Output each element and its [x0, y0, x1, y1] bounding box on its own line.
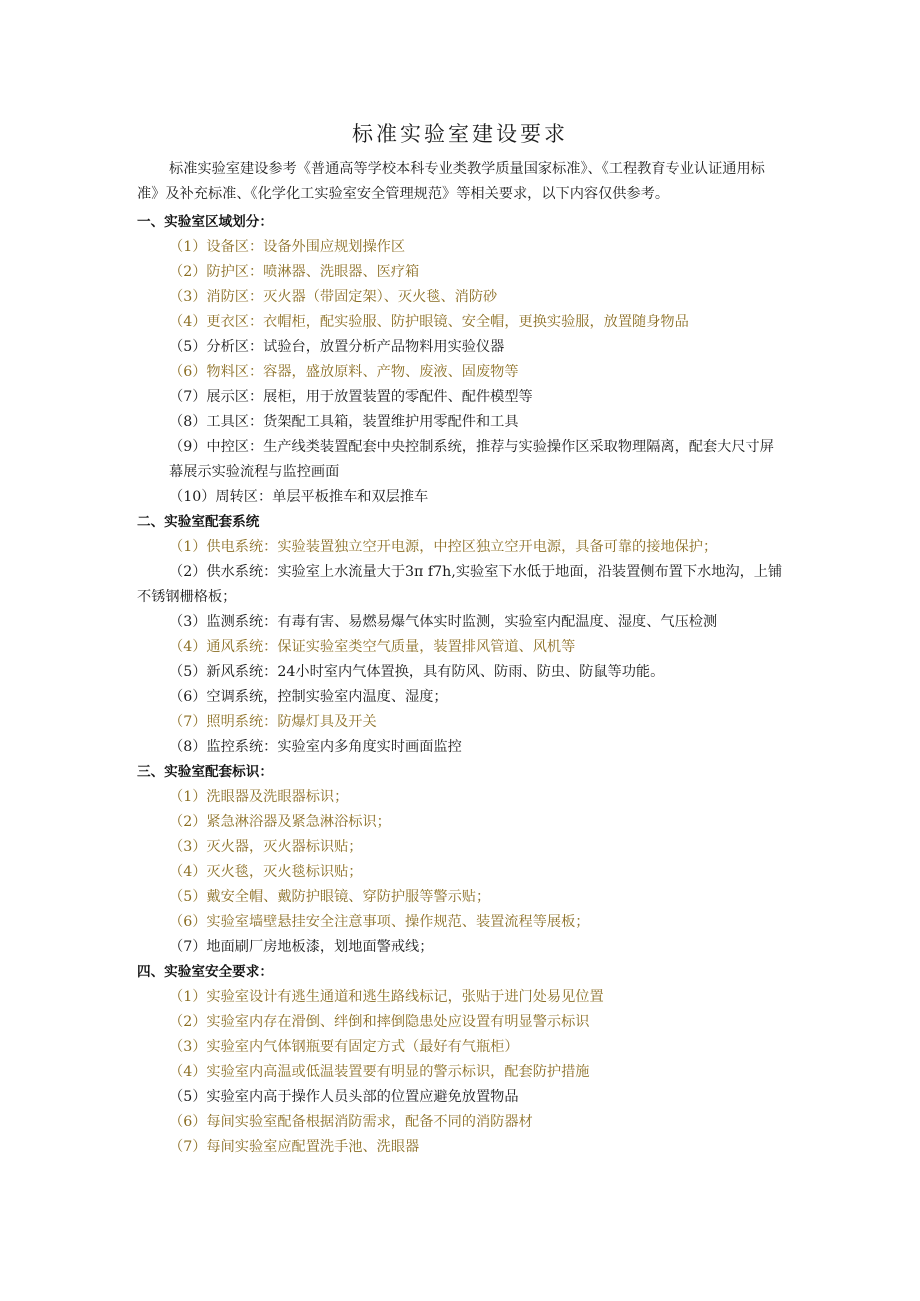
list-item: （2）实验室内存在滑倒、绊倒和摔倒隐患处应设置有明显警示标识 — [169, 1014, 590, 1030]
list-item: （1）供电系统：实验装置独立空开电源，中控区独立空开电源，具备可靠的接地保护； — [169, 539, 718, 555]
document-title: 标准实验室建设要求 — [352, 122, 568, 146]
list-item: （5）分析区：试验台，放置分析产品物料用实验仪器 — [169, 339, 505, 355]
section-heading: 一、实验室区域划分： — [137, 214, 273, 230]
list-item: （9）中控区：生产线类装置配套中央控制系统，推荐与实验操作区采取物理隔离，配套大尺寸屏幕展示实验流程与监控画面 — [169, 439, 774, 480]
list-item: （8）监控系统：实验室内多角度实时画面监控 — [169, 739, 462, 755]
list-item: （7）每间实验室应配置洗手池、洗眼器 — [169, 1139, 420, 1155]
list-item: （5）戴安全帽、戴防护眼镜、穿防护服等警示贴； — [169, 889, 491, 905]
list-item: （3）实验室内气体钢瓶要有固定方式（最好有气瓶柜） — [169, 1039, 519, 1055]
list-item: （3）监测系统：有毒有害、易燃易爆气体实时监测，实验室内配温度、湿度、气压检测 — [169, 614, 718, 630]
list-item: （10）周转区：单层平板推车和双层推车 — [169, 489, 429, 505]
document-body — [137, 210, 787, 1160]
list-item: （3）消防区：灭火器（带固定架）、灭火毯、消防砂 — [169, 289, 498, 305]
list-item: （4）灭火毯，灭火毯标识贴； — [169, 864, 363, 880]
list-item: （5）实验室内高于操作人员头部的位置应避免放置物品 — [169, 1089, 519, 1105]
list-item: （2）防护区：喷淋器、洗眼器、医疗箱 — [169, 264, 420, 280]
list-item: （6）物料区：容器，盛放原料、产物、废液、固废物等 — [169, 364, 519, 380]
list-item: （4）实验室内高温或低温装置要有明显的警示标识，配套防护措施 — [169, 1064, 590, 1080]
list-item: （6）空调系统，控制实验室内温度、湿度； — [169, 689, 448, 705]
list-item: （7）地面刷厂房地板漆，划地面警戒线； — [169, 939, 434, 955]
list-item: （1）设备区：设备外围应规划操作区 — [169, 239, 406, 255]
list-item: （2）供水系统：实验室上水流量大于3π f7h,实验室下水低于地面，沿装置侧布置下水地沟，上铺不锈钢栅格板； — [137, 564, 783, 605]
section-heading: 二、实验室配套系统 — [137, 514, 260, 530]
list-item: （1）实验室设计有逃生通道和逃生路线标记，张贴于进门处易见位置 — [169, 989, 604, 1005]
list-item: （3）灭火器，灭火器标识贴； — [169, 839, 363, 855]
intro-paragraph: 标准实验室建设参考《普通高等学校本科专业类教学质量国家标准》、《工程教育专业认证通用标准》及补充标准、《化学化工实验室安全管理规范》等相关要求，以下内容仅供参考。 — [137, 161, 765, 202]
section-heading: 四、实验室安全要求： — [137, 964, 273, 980]
list-item: （6）每间实验室配备根据消防需求，配备不同的消防器材 — [169, 1114, 533, 1130]
list-item: （5）新风系统：24小时室内气体置换，具有防风、防雨、防虫、防鼠等功能。 — [169, 664, 665, 680]
list-item: （2）紧急淋浴器及紧急淋浴标识； — [169, 814, 391, 830]
list-item: （8）工具区：货架配工具箱，装置维护用零配件和工具 — [169, 414, 519, 430]
list-item: （4）通风系统：保证实验室类空气质量，装置排风管道、风机等 — [169, 639, 576, 655]
list-item: （7）展示区：展柜，用于放置装置的零配件、配件模型等 — [169, 389, 533, 405]
list-item: （1）洗眼器及洗眼器标识； — [169, 789, 349, 805]
section-heading: 三、实验室配套标识： — [137, 764, 273, 780]
list-item: （4）更衣区：衣帽柜，配实验服、防护眼镜、安全帽，更换实验服，放置随身物品 — [169, 314, 689, 330]
list-item: （7）照明系统：防爆灯具及开关 — [169, 714, 377, 730]
list-item: （6）实验室墙壁悬挂安全注意事项、操作规范、装置流程等展板； — [169, 914, 590, 930]
